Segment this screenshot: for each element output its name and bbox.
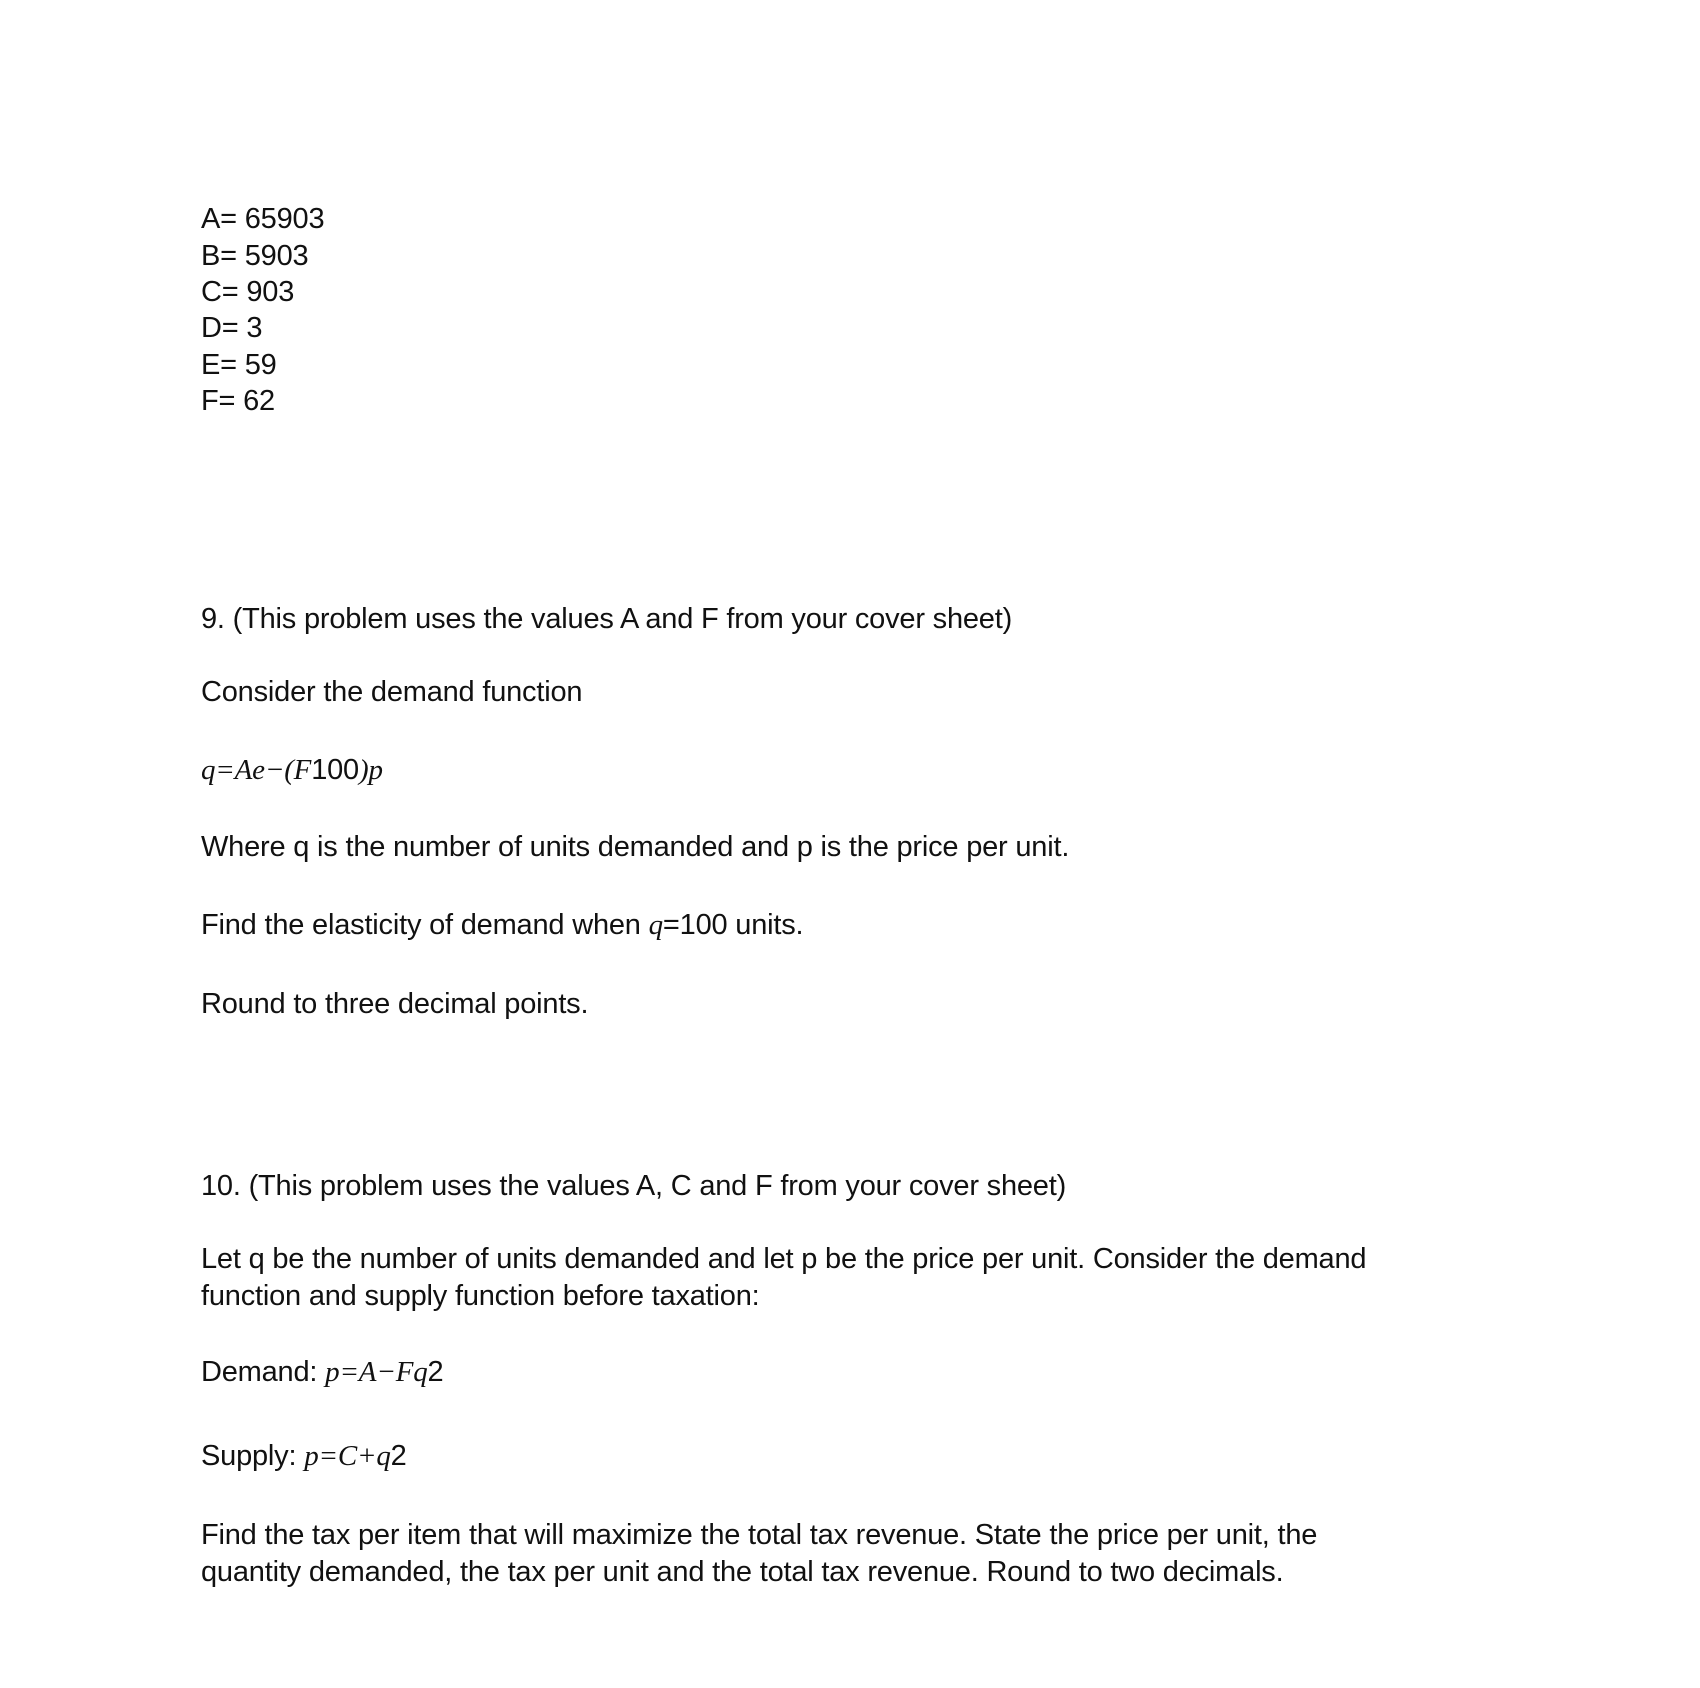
demand-formula: p=A−Fq [325,1356,428,1388]
problem9-formula [201,752,383,789]
problem9-description: Where q is the number of units demanded and p is the price per unit. [201,831,1070,863]
problem10-supply [201,1438,407,1475]
value-b: B= 5903 [201,240,309,272]
question-var: q [648,909,663,941]
question-prefix: Find the elasticity of demand when [201,909,649,941]
value-e: E= 59 [201,349,277,381]
problem10-question-line1: Find the tax per item that will maximize the total tax revenue. State the price per unit, the [201,1519,1318,1551]
value-d: D= 3 [201,312,263,344]
problem10-intro-line2: function and supply function before taxation: [201,1280,760,1312]
problem10-demand [201,1354,443,1391]
demand-label: Demand: [201,1356,326,1388]
problem9-question [201,907,803,944]
value-c: C= 903 [201,276,295,308]
problem9-heading: 9. (This problem uses the values A and F from your cover sheet) [201,603,1013,635]
problem10-intro-line1: Let q be the number of units demanded and let p be the price per unit. Consider the demand [201,1243,1367,1275]
value-a: A= 65903 [201,203,325,235]
problem10-question-line2: quantity demanded, the tax per unit and the total tax revenue. Round to two decimals. [201,1556,1284,1588]
question-suffix: =100 units. [662,909,804,941]
supply-exp: 2 [390,1440,407,1472]
value-f: F= 62 [201,385,275,417]
formula-part1: q=Ae−(F [201,754,312,786]
formula-part3: )p [359,754,383,786]
problem9-intro: Consider the demand function [201,676,583,708]
formula-part2: 100 [311,754,359,786]
supply-formula: p=C+q [304,1440,391,1472]
demand-exp: 2 [427,1356,444,1388]
problem10-heading: 10. (This problem uses the values A, C and F from your cover sheet) [201,1170,1067,1202]
problem9-rounding: Round to three decimal points. [201,988,589,1020]
supply-label: Supply: [201,1440,305,1472]
